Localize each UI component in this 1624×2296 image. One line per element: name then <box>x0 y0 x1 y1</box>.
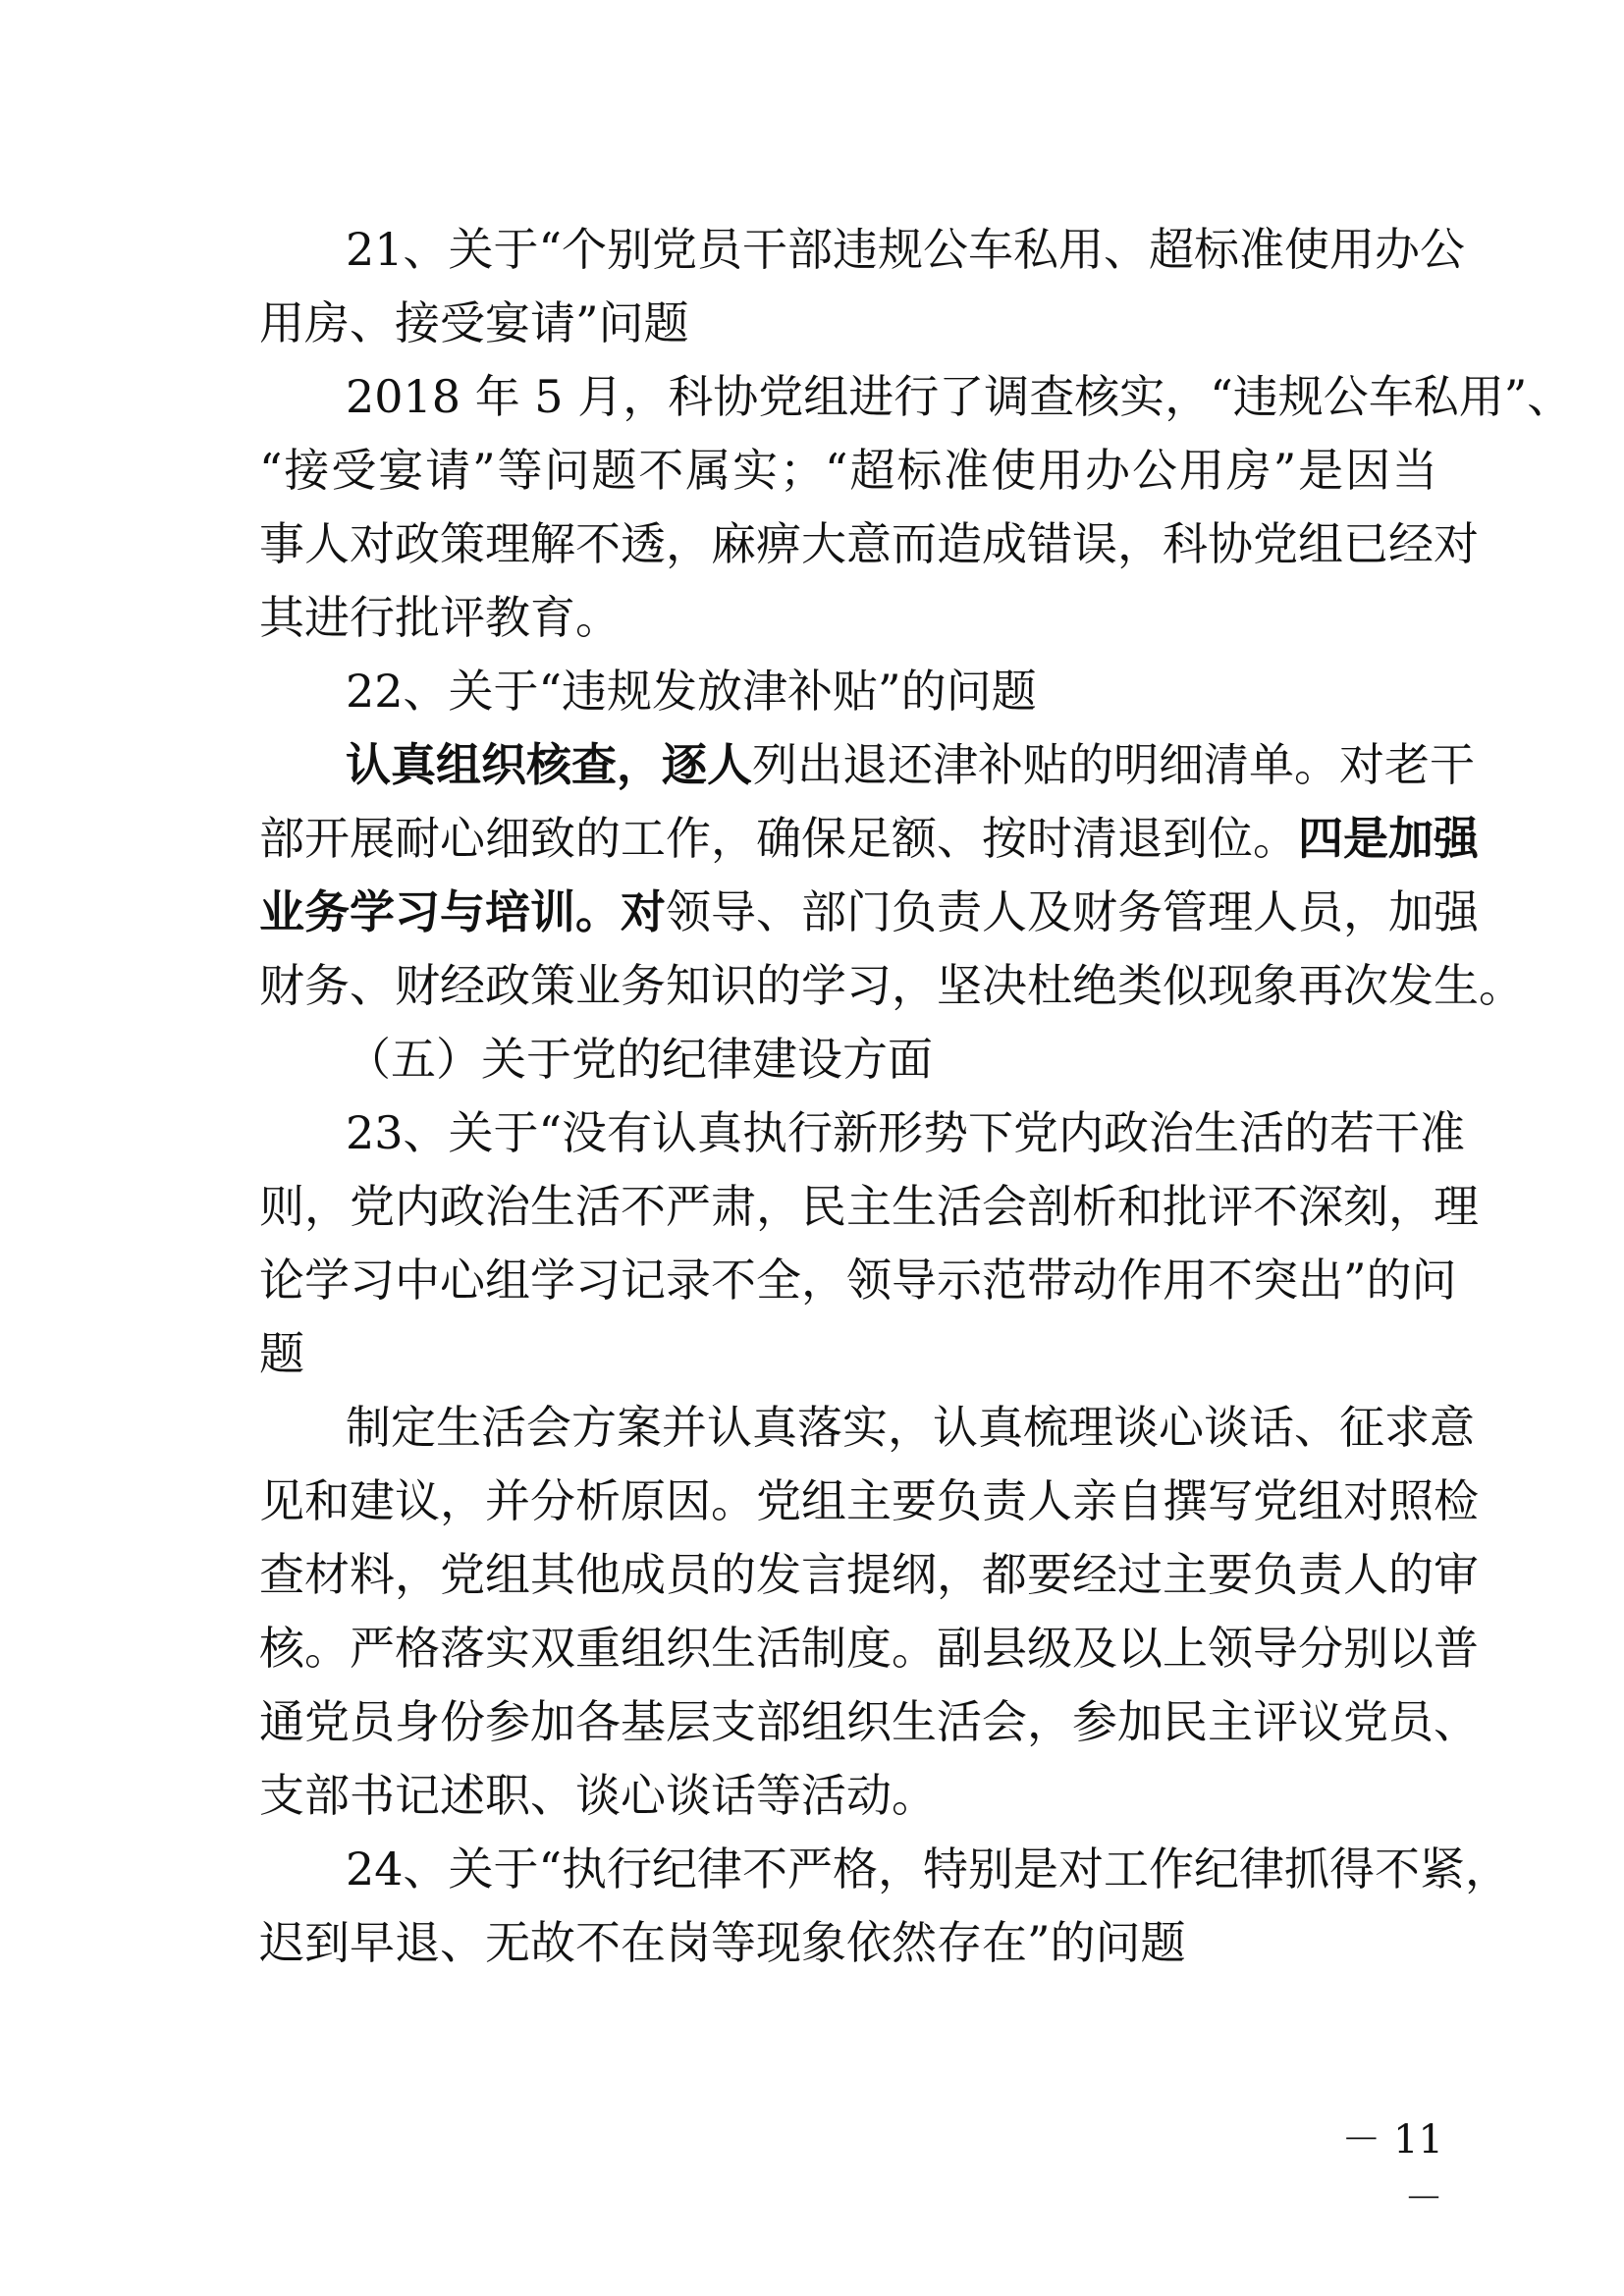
heading-item-22: 22、关于“违规发放津补贴”的问题 <box>346 665 1037 718</box>
heading-item-24-line-1: 24、关于“执行纪律不严格，特别是对工作纪律抓得不紧， <box>346 1842 1511 1896</box>
heading-item-23-line-2: 则，党内政治生活不严肃，民主生活会剖析和批评不深刻，理 <box>259 1180 1479 1233</box>
section-heading-5: （五）关于党的纪律建设方面 <box>346 1033 933 1086</box>
heading-item-21-line-1: 21、关于“个别党员干部违规公车私用、超标准使用办公 <box>346 223 1466 276</box>
paragraph-21-line-4: 其进行批评教育。 <box>259 591 621 644</box>
paragraph-22-line-1 <box>346 729 1475 800</box>
paragraph-21-line-2: “接受宴请”等问题不属实；“超标准使用办公用房”是因当 <box>259 444 1437 497</box>
paragraph-22-line-3 <box>259 877 1479 947</box>
paragraph-23-line-4: 核。严格落实双重组织生活制度。副县级及以上领导分别以普 <box>259 1622 1479 1675</box>
regular-phrase: 部开展耐心细致的工作，确保足额、按时清退到位。 <box>259 812 1298 865</box>
paragraph-23-line-5: 通党员身份参加各基层支部组织生活会，参加民主评议党员、 <box>259 1695 1479 1748</box>
regular-phrase: 列出退还津补贴的明细清单。对老干 <box>752 738 1475 791</box>
paragraph-23-line-2: 见和建议，并分析原因。党组主要负责人亲自撰写党组对照检 <box>259 1474 1479 1527</box>
paragraph-23-line-1: 制定生活会方案并认真落实，认真梳理谈心谈话、征求意 <box>346 1401 1475 1454</box>
paragraph-23-line-6: 支部书记述职、谈心谈话等活动。 <box>259 1769 937 1822</box>
heading-item-21-line-2: 用房、接受宴请”问题 <box>259 296 689 349</box>
paragraph-22-line-2 <box>259 803 1479 874</box>
bold-phrase: 四是加强 <box>1298 812 1479 865</box>
bold-phrase: 认真组织核查，逐人 <box>346 738 752 791</box>
regular-phrase: 领导、部门负责人及财务管理人员，加强 <box>666 885 1479 938</box>
heading-item-24-line-2: 迟到早退、无故不在岗等现象依然存在”的问题 <box>259 1916 1186 1969</box>
heading-item-23-line-3: 论学习中心组学习记录不全，领导示范带动作用不突出”的问 <box>259 1254 1457 1307</box>
heading-item-23-line-1: 23、关于“没有认真执行新形势下党内政治生活的若干准 <box>346 1106 1466 1159</box>
heading-item-23-line-4: 题 <box>259 1327 304 1380</box>
paragraph-21-line-1: 2018 年 5 月，科协党组进行了调查核实，“违规公车私用”、 <box>346 370 1573 423</box>
paragraph-22-line-4: 财务、财经政策业务知识的学习，坚决杜绝类似现象再次发生。 <box>259 959 1524 1012</box>
page-number: － 11 － <box>1341 2117 1443 2221</box>
bold-phrase: 业务学习与培训。对 <box>259 885 666 938</box>
paragraph-23-line-3: 查材料，党组其他成员的发言提纲，都要经过主要负责人的审 <box>259 1548 1479 1601</box>
paragraph-21-line-3: 事人对政策理解不透，麻痹大意而造成错误，科协党组已经对 <box>259 517 1479 570</box>
